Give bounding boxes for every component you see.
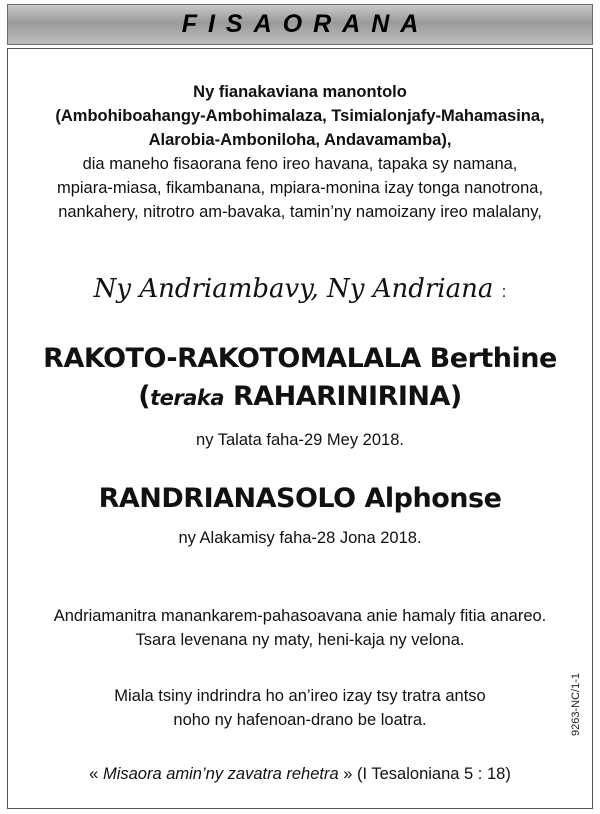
maiden-open-paren: ( [138,381,151,412]
deceased-maiden-line [7,378,593,417]
blessing-line-1: Andriamanitra manankarem-pahasoavana anie hamaly fitia anareo. [53,607,547,625]
blessing-line-2: Tsara levenana ny maty, heni-kaja ny velona. [135,631,465,649]
deceased-name-1: RAKOTO-RAKOTOMALALA Berthine [43,343,557,374]
page-title: FISAORANA [181,10,430,38]
apology-line-1: Miala tsiny indrindra ho an’ireo izay tsy tratra antso [114,687,486,705]
deceased-date-1: ny Talata faha-29 Mey 2018. [196,431,404,449]
places-line-2: Alarobia-Amboniloha, Andavamamba), [148,131,452,149]
apology-block [7,684,593,732]
intro-block [7,80,593,224]
verse-line [7,762,593,786]
ad-reference-code: 9263-NC/1-1 [570,673,582,736]
intro-text-1: dia maneho fisaorana feno ireo havana, tapaka sy namana, [82,155,518,173]
intro-text-2: mpiara-miasa, fikambanana, mpiara-monina izay tonga nanotrona, [56,179,544,197]
family-line: Ny fianakaviana manontolo [193,83,407,101]
honorific-colon: : [501,282,507,301]
teraka-label: teraka [150,386,225,410]
verse-close-quote: » [343,765,353,783]
verse-open-quote: « [89,765,99,783]
apology-line-2: noho ny hafenoan-drano be loatra. [173,711,427,729]
honorific-line [7,274,593,304]
maiden-name: RAHARINIRINA) [232,381,462,412]
deceased-date-2: ny Alakamisy faha-28 Jona 2018. [178,529,422,547]
header-banner [7,4,593,45]
honorific-text: Ny Andriambavy, Ny Andriana [93,274,494,304]
intro-text-3: nankahery, nitrotro am-bavaka, tamin’ny namoizany ireo malalany, [58,203,542,221]
blessing-block [7,604,593,652]
deceased-name-2: RANDRIANASOLO Alphonse [98,483,502,514]
places-line-1: (Ambohiboahangy-Ambohimalaza, Tsimialonjafy-Mahamasina, [55,107,545,125]
verse-reference: (I Tesaloniana 5 : 18) [357,765,511,783]
verse-text: Misaora amin’ny zavatra rehetra [102,765,339,783]
